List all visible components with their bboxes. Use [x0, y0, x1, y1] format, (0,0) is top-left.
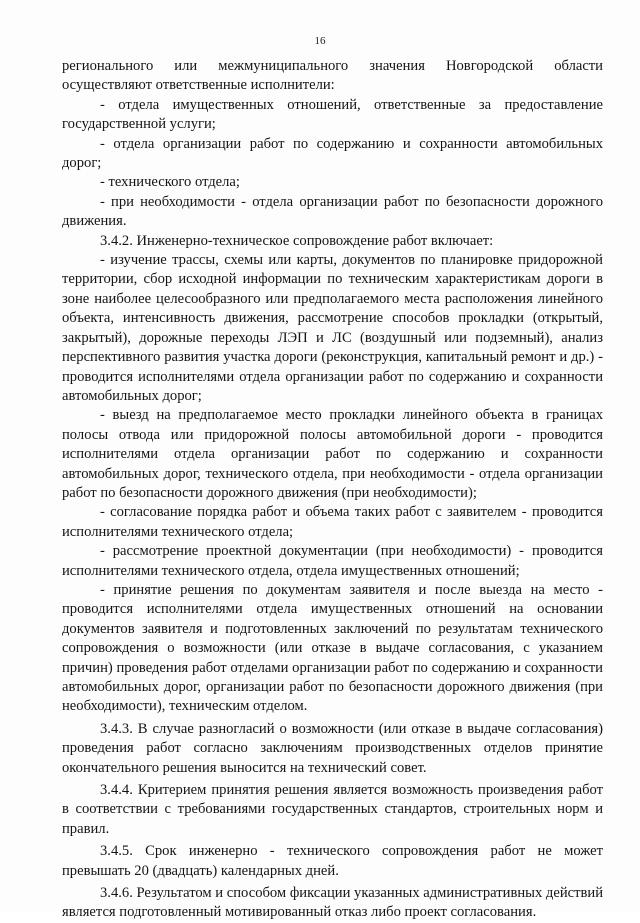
clause-3-4-5: 3.4.5. Срок инженерно - технического сопровождения работ не может превышать 20 (двадцать) календарных дней. [62, 843, 603, 879]
document-body [62, 57, 603, 923]
list-item: - согласование порядка работ и объема таких работ с заявителем - проводится исполнителями технического отдела; [62, 504, 603, 540]
clause-3-4-3: 3.4.3. В случае разногласий о возможности (или отказе в выдаче согласования) проведения работ согласно заключениям производственных отделов принятие окончательного решения выносится на технический совет. [62, 720, 603, 776]
list-item: - принятие решения по документам заявителя и после выезда на место - проводится исполнителями отдела имущественных отношений на основании документов заявителя и подготовленных заключений по результатам технического сопровождения о возможности (или отказе в выдаче согласования, с указанием причин) проведения работ отделами организации работ по содержанию и сохранности автомобильных дорог, организации работ по безопасности дорожного движения (при необходимости), техническим отделом. [62, 581, 603, 715]
clause-3-4-4: 3.4.4. Критерием принятия решения является возможность произведения работ в соответствии с требованиями государственных стандартов, строительных норм и правил. [62, 782, 603, 837]
list-item: - отдела имущественных отношений, ответственные за предоставление государственной услуги; [62, 96, 603, 133]
clause-3-4-2: 3.4.2. Инженерно-техническое сопровождение работ включает: [100, 232, 494, 249]
list-item: - при необходимости - отдела организации работ по безопасности дорожного движения. [62, 193, 603, 230]
list-item: - рассмотрение проектной документации (при необходимости) - проводится исполнителями технического отдела, отдела имущественных отношений; [62, 543, 603, 579]
clause-3-4-6: 3.4.6. Результатом и способом фиксации указанных административных действий является подготовленный мотивированный отказ либо проект согласования. [62, 885, 603, 921]
page-number: 16 [314, 35, 326, 47]
paragraph-intro: регионального или межмуниципального значения Новгородской области осуществляют ответственные исполнители: [62, 58, 603, 94]
list-item: - технического отдела; [100, 174, 240, 191]
list-item: - изучение трассы, схемы или карты, документов по планировке придорожной территории, сбор исходной информации по техническим характеристикам дороги в зоне наиболее целесообразного или предполагаемого места расположения линейного объекта, интенсивность движения, рассмотрение способов прокладки (открытый, закрытый), дорожные переходы ЛЭП и ЛС (воздушный или подземный), анализ перспективного развития участка дороги (реконструкция, капитальный ремонт и др.) - проводится исполнителями отдела организации работ по содержанию и сохранности автомобильных дорог; [62, 252, 603, 404]
list-item: - отдела организации работ по содержанию и сохранности автомобильных дорог; [62, 135, 603, 172]
list-item: - выезд на предполагаемое место прокладки линейного объекта в границах полосы отвода или придорожной полосы автомобильной дороги - проводится исполнителями отдела организации работ по содержанию и сохранности автомобильных дорог, технического отдела, при необходимости - отдела организации работ по безопасности дорожного движения (при необходимости); [62, 407, 603, 501]
